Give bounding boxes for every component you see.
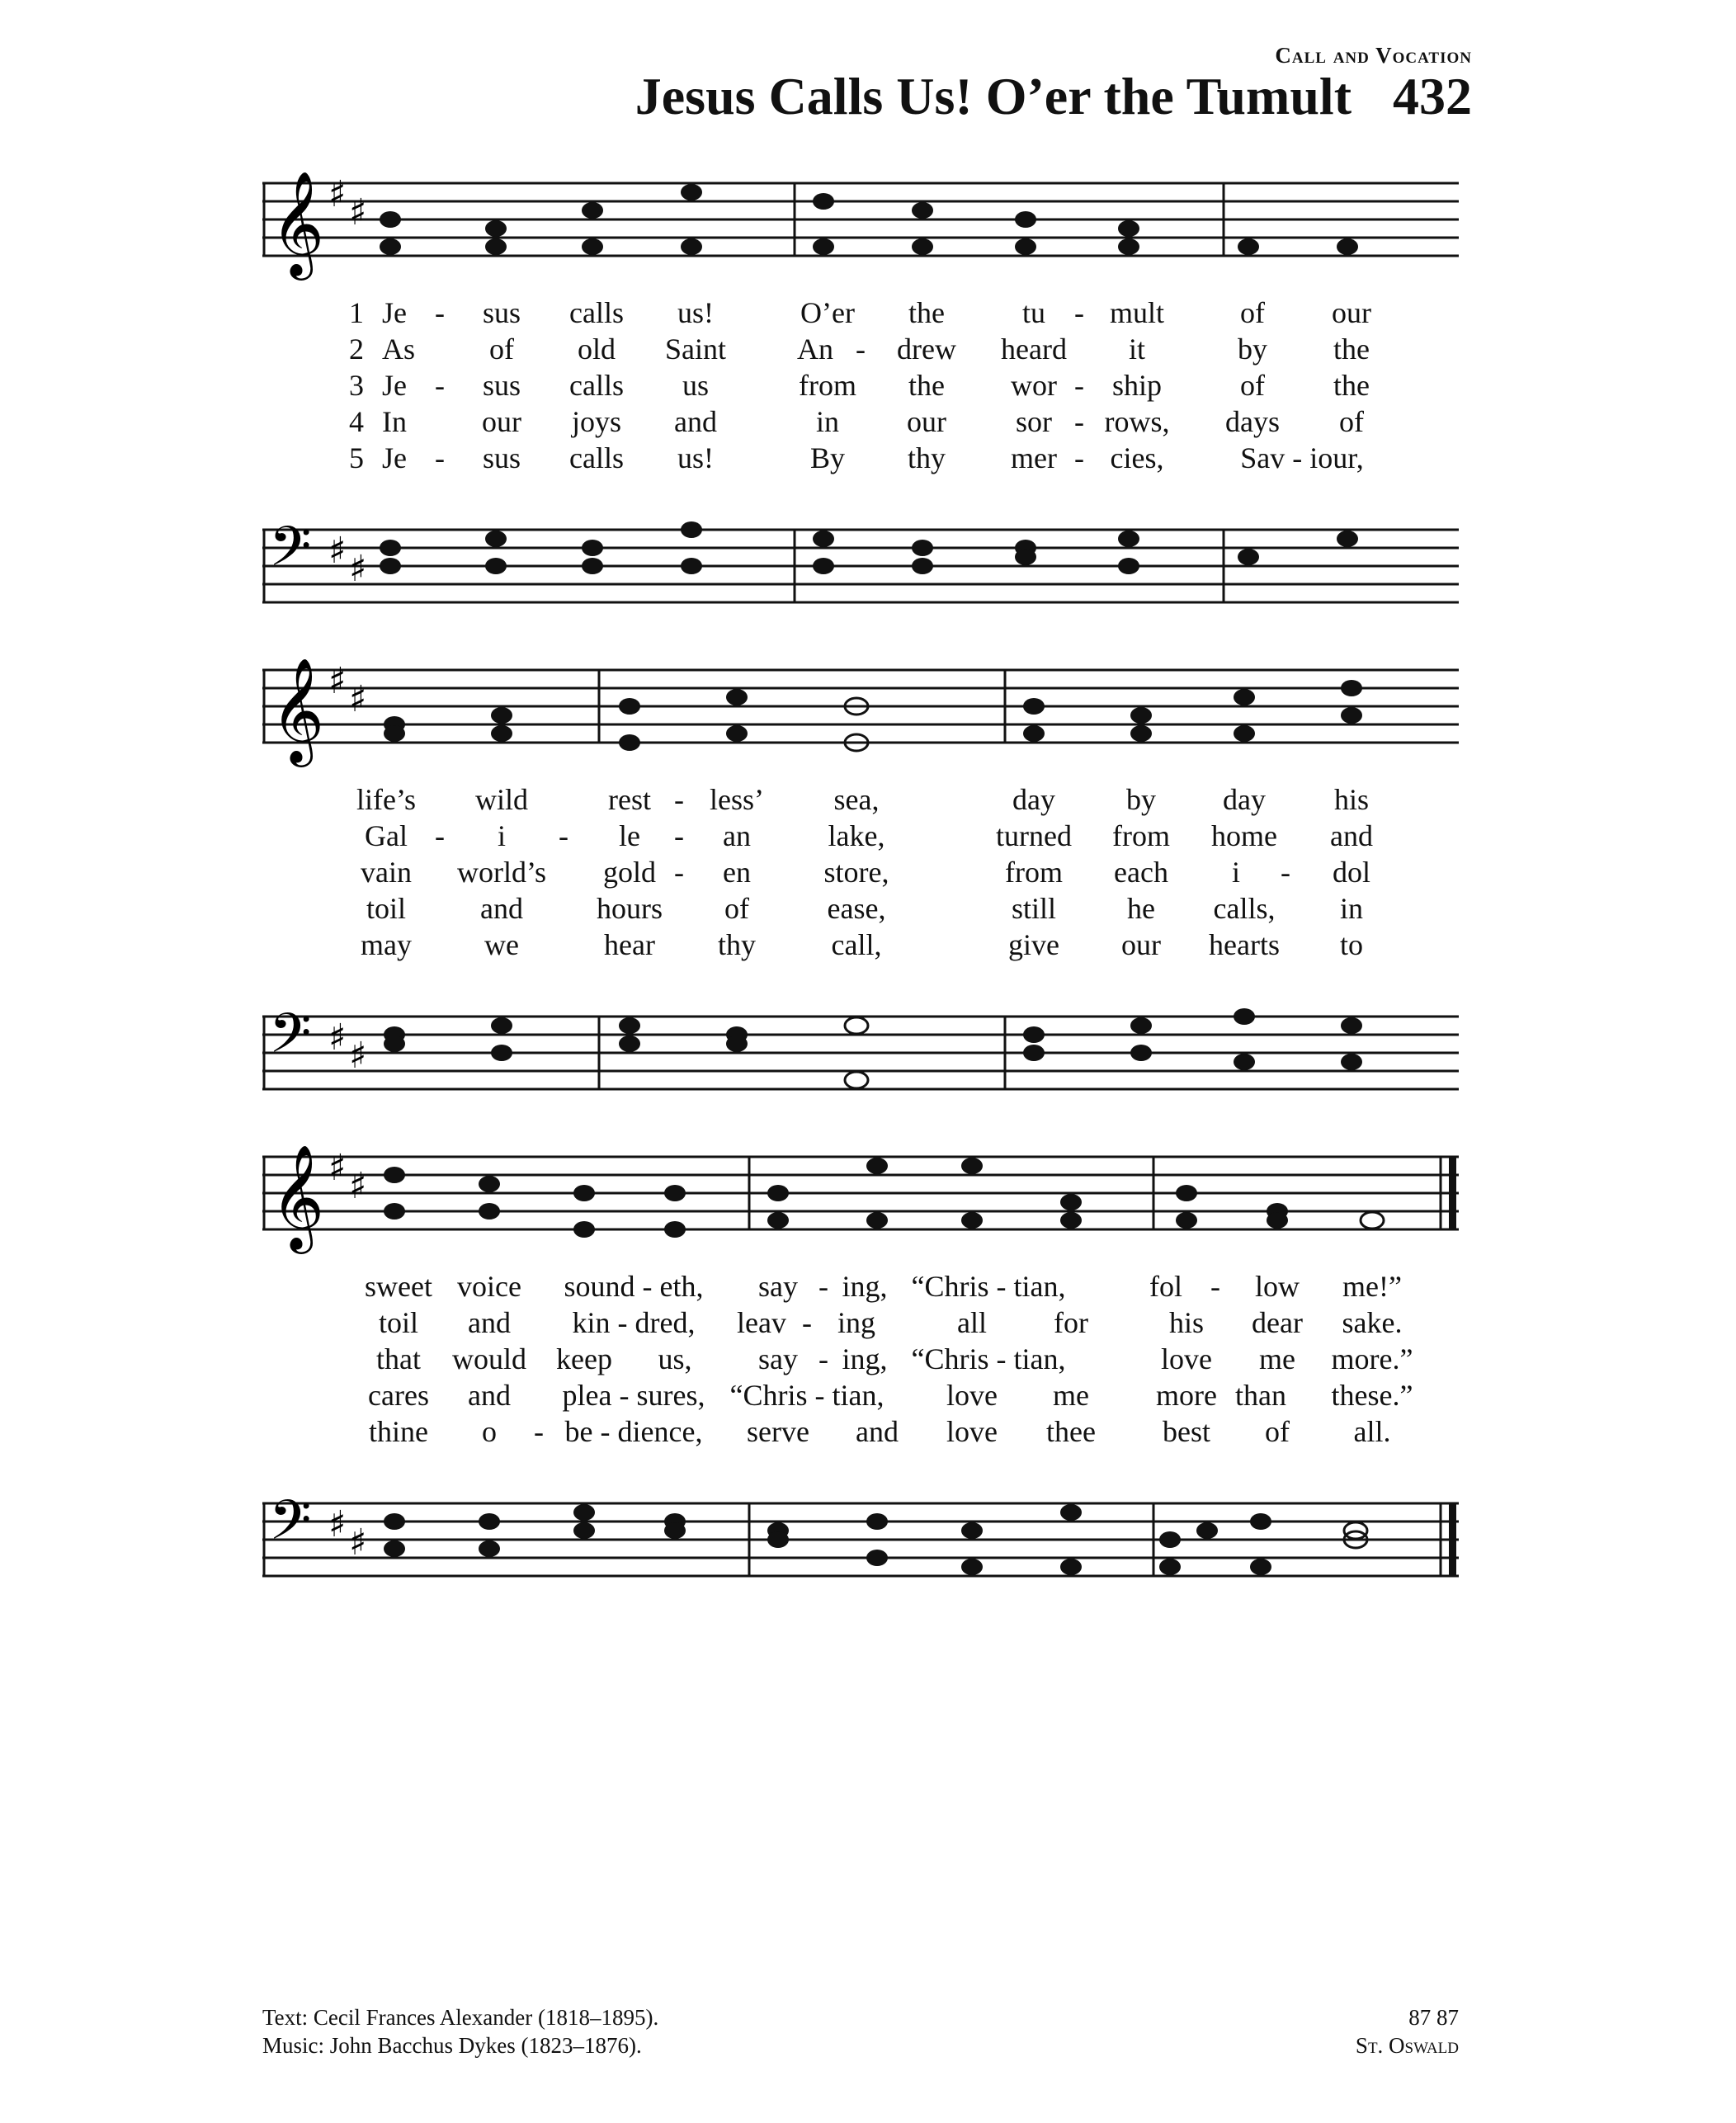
syllable: it bbox=[1128, 333, 1146, 366]
syllable: mult bbox=[1109, 296, 1165, 329]
syllable: me!” bbox=[1342, 1270, 1402, 1303]
bass-clef-icon: 𝄢 bbox=[269, 515, 312, 592]
syllable: all. bbox=[1353, 1415, 1391, 1448]
bass-staff-2 bbox=[262, 998, 1459, 1114]
syllable: that bbox=[376, 1342, 421, 1375]
syllable: - bbox=[802, 1306, 812, 1339]
title-row bbox=[635, 66, 1472, 127]
svg-text:♯: ♯ bbox=[328, 1503, 347, 1545]
tune-name: St. Oswald bbox=[1355, 2033, 1459, 2058]
syllable: our bbox=[1121, 928, 1161, 961]
syllable: lake, bbox=[828, 819, 885, 852]
syllable: sweet bbox=[365, 1270, 432, 1303]
syllable: “Chris - tian, bbox=[911, 1342, 1066, 1375]
syllable: the bbox=[908, 296, 945, 329]
lyric-line bbox=[262, 782, 1459, 819]
lyric-line bbox=[262, 332, 1459, 368]
verse-number: 5 bbox=[349, 441, 364, 474]
syllable: fol bbox=[1149, 1270, 1182, 1303]
syllable: these.” bbox=[1331, 1379, 1413, 1412]
syllable: wor bbox=[1011, 369, 1057, 402]
syllable: sea, bbox=[833, 783, 880, 816]
lyric-line bbox=[262, 404, 1459, 441]
syllable: our bbox=[482, 405, 521, 438]
syllable: - bbox=[559, 819, 568, 852]
syllable: - bbox=[1074, 441, 1084, 474]
syllable: world’s bbox=[457, 856, 546, 889]
syllable: joys bbox=[571, 405, 622, 438]
text-credit: Text: Cecil Frances Alexander (1818–1895). bbox=[262, 2005, 659, 2030]
syllable: drew bbox=[897, 333, 956, 366]
syllable: - bbox=[856, 333, 866, 366]
syllable: and bbox=[468, 1379, 511, 1412]
syllable: Je bbox=[382, 441, 407, 474]
syllable: Sav - iour, bbox=[1240, 441, 1364, 474]
syllable: gold bbox=[602, 856, 657, 889]
syllable: us! bbox=[677, 441, 714, 474]
syllable: Gal bbox=[365, 819, 408, 852]
syllable: i bbox=[1231, 856, 1241, 889]
syllable: dear bbox=[1252, 1306, 1303, 1339]
syllable: and bbox=[468, 1306, 511, 1339]
syllable: - bbox=[1074, 405, 1084, 438]
syllable: wild bbox=[474, 783, 529, 816]
syllable: his bbox=[1168, 1306, 1205, 1339]
syllable: life’s bbox=[356, 783, 416, 816]
section-label: Call and Vocation bbox=[1275, 43, 1472, 68]
bass-clef-icon: 𝄢 bbox=[269, 1488, 312, 1565]
syllable: cares bbox=[368, 1379, 429, 1412]
svg-text:♯: ♯ bbox=[349, 1035, 367, 1077]
syllable: - bbox=[1074, 369, 1084, 402]
footer-tune-info bbox=[1356, 2003, 1459, 2059]
syllable: “Chris - tian, bbox=[729, 1379, 885, 1412]
syllable: say bbox=[758, 1342, 798, 1375]
syllable: old bbox=[577, 333, 616, 366]
syllable: love bbox=[1161, 1342, 1212, 1375]
syllable: the bbox=[1333, 333, 1370, 366]
syllable: turned bbox=[996, 819, 1072, 852]
syllable: day bbox=[1012, 783, 1055, 816]
syllable: from bbox=[799, 369, 856, 402]
syllable: “Chris - tian, bbox=[911, 1270, 1066, 1303]
syllable: - bbox=[435, 296, 445, 329]
svg-text:♯: ♯ bbox=[349, 191, 367, 234]
syllable: store, bbox=[823, 856, 889, 889]
syllable: love bbox=[946, 1415, 998, 1448]
syllable: of bbox=[489, 333, 514, 366]
syllable: calls bbox=[569, 369, 624, 402]
bass-staff-1 bbox=[262, 512, 1459, 627]
syllable: - bbox=[1074, 296, 1084, 329]
syllable: thy bbox=[717, 928, 757, 961]
syllable: low bbox=[1255, 1270, 1300, 1303]
lyric-line bbox=[262, 855, 1459, 891]
syllable: more.” bbox=[1331, 1342, 1413, 1375]
syllable: in bbox=[1339, 892, 1364, 925]
syllable: In bbox=[382, 405, 407, 438]
svg-text:♯: ♯ bbox=[349, 678, 367, 720]
syllable: he bbox=[1127, 892, 1155, 925]
verse-number: 1 bbox=[349, 296, 364, 329]
syllable: an bbox=[723, 819, 751, 852]
syllable: - bbox=[818, 1342, 828, 1375]
syllable: calls, bbox=[1213, 892, 1276, 925]
syllable: of bbox=[1240, 296, 1265, 329]
syllable: his bbox=[1333, 783, 1370, 816]
syllable: still bbox=[1011, 892, 1057, 925]
syllable: day bbox=[1223, 783, 1266, 816]
svg-text:♯: ♯ bbox=[349, 548, 367, 590]
syllable: our bbox=[1332, 296, 1371, 329]
lyric-line bbox=[262, 1305, 1459, 1342]
lyric-line bbox=[262, 1378, 1459, 1414]
syllable: heard bbox=[1001, 333, 1067, 366]
svg-text:♯: ♯ bbox=[328, 530, 347, 572]
syllable: me bbox=[1053, 1379, 1089, 1412]
treble-clef-icon: 𝄞 bbox=[271, 1144, 325, 1249]
syllable: sor bbox=[1016, 405, 1052, 438]
svg-text:♯: ♯ bbox=[328, 1147, 347, 1189]
syllable: - bbox=[1210, 1270, 1220, 1303]
syllable: As bbox=[381, 333, 416, 366]
syllable: us bbox=[682, 369, 710, 402]
syllable: of bbox=[1240, 369, 1265, 402]
syllable: the bbox=[1333, 369, 1370, 402]
syllable: - bbox=[435, 441, 445, 474]
syllable: - bbox=[435, 819, 445, 852]
syllable: us! bbox=[677, 296, 714, 329]
syllable: ing, bbox=[842, 1270, 888, 1303]
syllable: thine bbox=[369, 1415, 428, 1448]
syllable: kin - dred, bbox=[572, 1306, 696, 1339]
syllable: would bbox=[452, 1342, 526, 1375]
syllable: - bbox=[534, 1415, 544, 1448]
svg-text:♯: ♯ bbox=[328, 660, 347, 702]
syllable: calls bbox=[569, 441, 624, 474]
lyric-line bbox=[262, 927, 1459, 964]
meter: 87 87 bbox=[1408, 2005, 1459, 2030]
hymn-title: Jesus Calls Us! O’er the Tumult bbox=[634, 67, 1352, 125]
syllable: calls bbox=[569, 296, 624, 329]
syllable: by bbox=[1126, 783, 1156, 816]
syllable: cies, bbox=[1110, 441, 1164, 474]
syllable: hours bbox=[597, 892, 663, 925]
bass-staff-3 bbox=[262, 1485, 1459, 1601]
syllable: of bbox=[724, 892, 749, 925]
syllable: may bbox=[361, 928, 412, 961]
syllable: serve bbox=[747, 1415, 809, 1448]
lyric-line bbox=[262, 441, 1459, 477]
syllable: i bbox=[497, 819, 507, 852]
svg-text:♯: ♯ bbox=[328, 173, 347, 215]
footer-credits bbox=[262, 2003, 658, 2059]
syllable: we bbox=[484, 928, 519, 961]
syllable: Saint bbox=[664, 333, 727, 366]
syllable: hearts bbox=[1209, 928, 1280, 961]
syllable: best bbox=[1163, 1415, 1210, 1448]
syllable: - bbox=[674, 783, 684, 816]
verse-number: 3 bbox=[349, 369, 364, 402]
syllable: voice bbox=[457, 1270, 521, 1303]
syllable: Je bbox=[382, 296, 407, 329]
svg-text:♯: ♯ bbox=[328, 1017, 347, 1059]
syllable: each bbox=[1114, 856, 1168, 889]
syllable: home bbox=[1211, 819, 1277, 852]
lyric-line bbox=[262, 819, 1459, 855]
treble-clef-icon: 𝄞 bbox=[271, 657, 325, 762]
syllable: sake. bbox=[1342, 1306, 1403, 1339]
syllable: tu bbox=[1021, 296, 1046, 329]
syllable: By bbox=[809, 441, 846, 474]
syllable: days bbox=[1225, 405, 1280, 438]
syllable: o bbox=[482, 1415, 497, 1448]
lyric-line bbox=[262, 891, 1459, 927]
syllable: thee bbox=[1046, 1415, 1096, 1448]
syllable: - bbox=[435, 369, 445, 402]
syllable: ing, bbox=[842, 1342, 888, 1375]
syllable: than bbox=[1235, 1379, 1286, 1412]
syllable: and bbox=[1330, 819, 1373, 852]
syllable: be - dience, bbox=[564, 1415, 703, 1448]
syllable: love bbox=[946, 1379, 998, 1412]
syllable: le bbox=[619, 819, 640, 852]
syllable: An bbox=[797, 333, 833, 366]
syllable: from bbox=[1112, 819, 1170, 852]
syllable: sus bbox=[482, 296, 521, 329]
syllable: us, bbox=[658, 1342, 692, 1375]
treble-clef-icon: 𝄞 bbox=[271, 170, 325, 276]
music-credit: Music: John Bacchus Dykes (1823–1876). bbox=[262, 2033, 642, 2058]
syllable: sus bbox=[482, 441, 521, 474]
lyric-line bbox=[262, 1414, 1459, 1451]
syllable: and bbox=[856, 1415, 899, 1448]
syllable: - bbox=[818, 1270, 828, 1303]
syllable: and bbox=[674, 405, 717, 438]
syllable: call, bbox=[831, 928, 882, 961]
svg-text:♯: ♯ bbox=[349, 1165, 367, 1207]
lyric-line bbox=[262, 1342, 1459, 1378]
syllable: more bbox=[1156, 1379, 1217, 1412]
syllable: ship bbox=[1111, 369, 1163, 402]
syllable: - bbox=[674, 819, 684, 852]
syllable: thy bbox=[907, 441, 946, 474]
treble-staff-1 bbox=[262, 165, 1459, 297]
syllable: rows, bbox=[1104, 405, 1170, 438]
syllable: me bbox=[1259, 1342, 1295, 1375]
syllable: Je bbox=[382, 369, 407, 402]
lyric-line bbox=[262, 295, 1459, 332]
treble-staff-2 bbox=[262, 652, 1459, 784]
syllable: O’er bbox=[800, 296, 855, 329]
syllable: of bbox=[1339, 405, 1364, 438]
syllable: ease, bbox=[827, 892, 886, 925]
svg-text:♯: ♯ bbox=[349, 1521, 367, 1564]
lyric-line bbox=[262, 368, 1459, 404]
syllable: vain bbox=[361, 856, 412, 889]
syllable: sus bbox=[482, 369, 521, 402]
syllable: our bbox=[907, 405, 946, 438]
syllable: en bbox=[723, 856, 751, 889]
syllable: in bbox=[815, 405, 840, 438]
verse-number: 2 bbox=[349, 333, 364, 366]
syllable: say bbox=[758, 1270, 798, 1303]
syllable: and bbox=[480, 892, 523, 925]
syllable: from bbox=[1005, 856, 1063, 889]
syllable: - bbox=[674, 856, 684, 889]
treble-staff-3 bbox=[262, 1139, 1459, 1271]
syllable: rest bbox=[608, 783, 651, 816]
hymn-number: 432 bbox=[1393, 67, 1472, 125]
syllable: give bbox=[1008, 928, 1059, 961]
syllable: to bbox=[1339, 928, 1364, 961]
syllable: of bbox=[1265, 1415, 1290, 1448]
syllable: dol bbox=[1332, 856, 1371, 889]
syllable: for bbox=[1054, 1306, 1088, 1339]
syllable: toil bbox=[366, 892, 407, 925]
bass-clef-icon: 𝄢 bbox=[269, 1002, 312, 1078]
lyric-line bbox=[262, 1269, 1459, 1305]
syllable: - bbox=[1281, 856, 1290, 889]
syllable: keep bbox=[556, 1342, 612, 1375]
syllable: by bbox=[1238, 333, 1267, 366]
syllable: the bbox=[908, 369, 945, 402]
syllable: plea - sures, bbox=[562, 1379, 705, 1412]
syllable: hear bbox=[604, 928, 655, 961]
syllable: sound - eth, bbox=[564, 1270, 704, 1303]
syllable: leav bbox=[737, 1306, 786, 1339]
syllable: all bbox=[957, 1306, 987, 1339]
syllable: ing bbox=[837, 1306, 876, 1339]
syllable: less’ bbox=[710, 783, 764, 816]
syllable: toil bbox=[378, 1306, 419, 1339]
verse-number: 4 bbox=[349, 405, 364, 438]
syllable: mer bbox=[1011, 441, 1057, 474]
